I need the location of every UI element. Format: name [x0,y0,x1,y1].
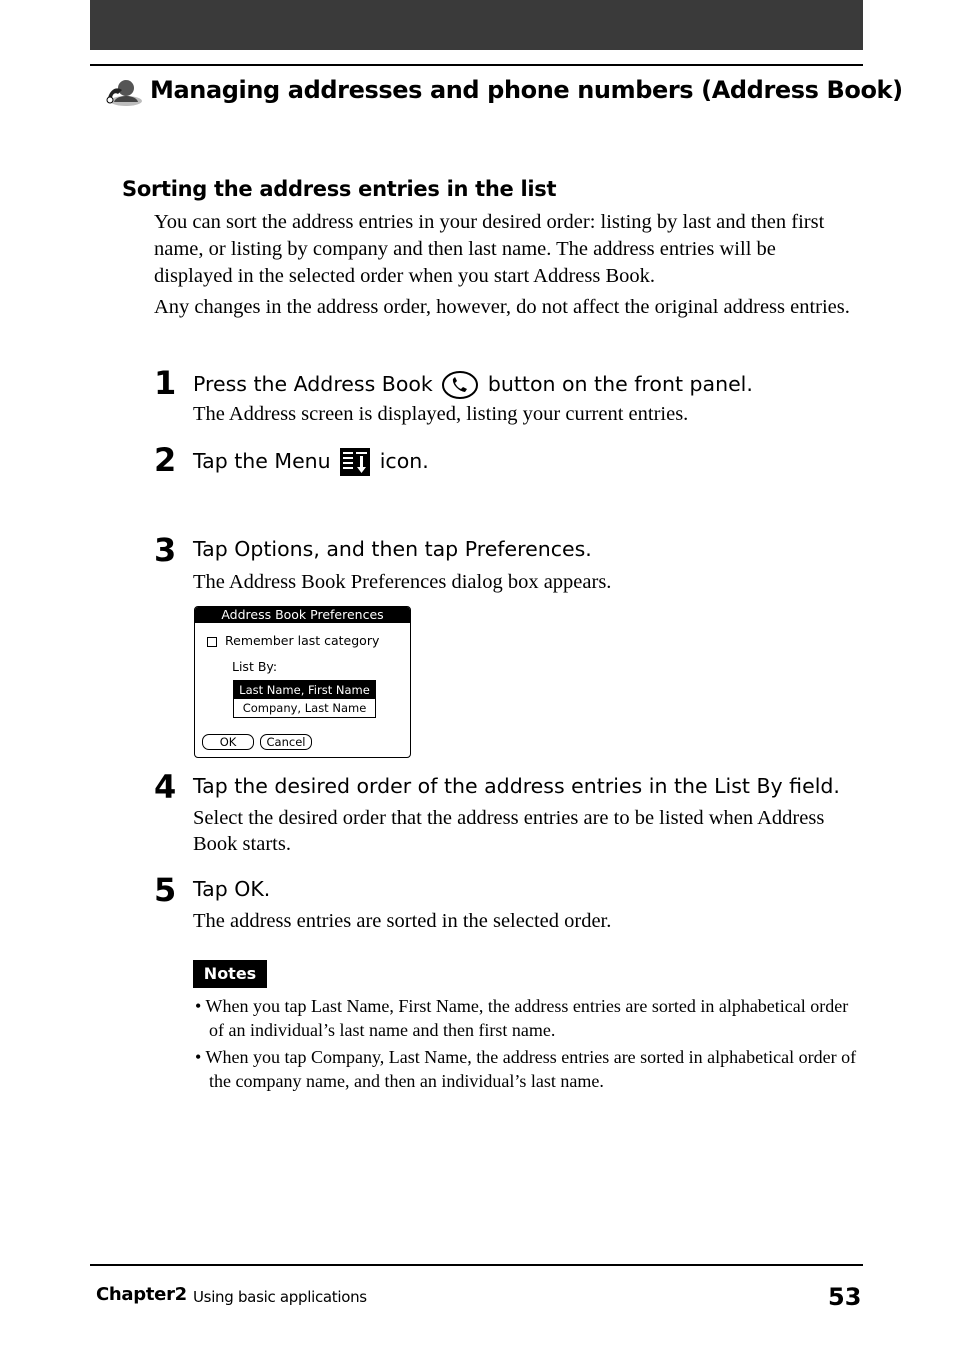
remember-category-row[interactable] [207,633,379,648]
preferences-dialog [194,606,411,758]
footer-rule [90,1264,863,1266]
address-book-icon [104,76,144,108]
note-paragraph: Any changes in the address order, however, do not affect the original address entries. [154,296,850,318]
page-number: 53 [828,1283,862,1311]
step-1-text [193,370,753,400]
dialog-title: Address Book Preferences [195,607,410,623]
list-by-options [233,680,376,718]
remember-category-label: Remember last category [225,633,380,648]
footer-subtitle: Using basic applications [193,1288,367,1306]
step-number-5: 5 [154,871,177,909]
step-number-2: 2 [154,441,177,479]
header-rule [90,64,863,66]
step-3-text: Tap Options, and then tap Preferences. [193,537,592,561]
section-heading: Sorting the address entries in the list [122,177,557,201]
option-last-first[interactable]: Last Name, First Name [234,681,375,699]
note-item-1: • When you tap Last Name, First Name, the address entries are sorted in alphabetical order of an individual’s last name and then first name. [195,996,849,1040]
step-number-3: 3 [154,531,177,569]
step-1-text-after: button on the front panel. [487,372,753,396]
step-4-text: Tap the desired order of the address entries in the List By field. [193,774,840,798]
step-2-text-after: icon. [379,449,429,473]
header-bar [90,0,863,50]
step-number-4: 4 [154,768,177,806]
notes-badge: Notes [193,960,267,988]
page-title: Managing addresses and phone numbers (Address Book) [150,76,903,104]
note-item-1-text: When you tap Last Name, First Name, the address entries are sorted in alphabetical order of an individual’s last name and then first name. [205,996,849,1040]
note-item-2-text: When you tap Company, Last Name, the address entries are sorted in alphabetical order of the company name, and then an individual’s last name. [205,1047,857,1091]
step-1-sub: The Address screen is displayed, listing your current entries. [193,403,689,425]
remember-category-checkbox[interactable] [207,637,217,647]
footer-chapter: Chapter2 [96,1284,187,1305]
list-by-label: List By: [232,659,278,674]
step-3-sub: The Address Book Preferences dialog box appears. [193,571,612,593]
option-company-last[interactable]: Company, Last Name [242,701,367,715]
step-5-text: Tap OK. [193,877,271,901]
step-4-sub: Select the desired order that the address entries are to be listed when Address Book starts. [193,807,825,855]
cancel-button[interactable]: Cancel [260,734,312,750]
menu-icon [339,447,371,477]
phone-button-icon [441,370,479,400]
step-1-text-before: Press the Address Book [193,372,433,396]
step-2-text-before: Tap the Menu [193,449,331,473]
intro-paragraph: You can sort the address entries in your desired order: listing by last and then first name, or listing by company and then last name. The address entries will be displayed in the selected order when you start Address Book. [154,211,825,287]
step-2-text [193,447,429,477]
step-5-sub: The address entries are sorted in the selected order. [193,910,612,932]
ok-button[interactable]: OK [202,734,254,750]
step-number-1: 1 [154,364,177,402]
note-item-2: • When you tap Company, Last Name, the address entries are sorted in alphabetical order of the company name, and then an individual’s last name. [195,1047,857,1091]
